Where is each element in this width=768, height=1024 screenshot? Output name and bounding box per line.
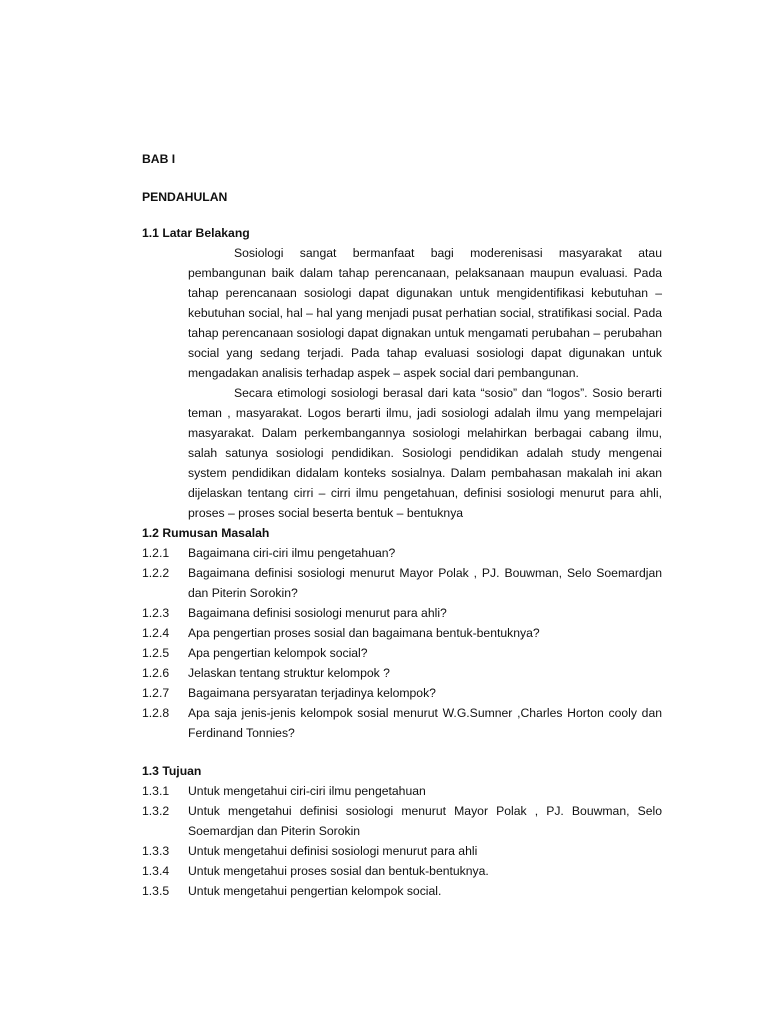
paragraph: Sosiologi sangat bermanfaat bagi moderenisasi masyarakat atau pembangunan baik dalam tahap perencanaan, pelaksanaan maupun evaluasi. Pada tahap perencanaan sosiologi dapat digunakan untuk mengidentifikasi kebutuhan – kebutuhan social, hal – hal yang menjadi pusat perhatian social, stratifikasi social. Pada tahap perencanaan sosiologi dapat dignakan untuk mengamati perubahan – perubahan social yang sedang terjadi. Pada tahap evaluasi sosiologi dapat digunakan untuk mengadakan analisis terhadap aspek – aspek social dari pembangunan. bbox=[188, 246, 662, 380]
rumusan-list bbox=[142, 543, 662, 743]
list-item bbox=[142, 861, 662, 881]
paragraph: Secara etimologi sosiologi berasal dari kata “sosio” dan “logos”. Sosio berarti teman , masyarakat. Logos berarti ilmu, jadi sosiologi adalah ilmu yang mempelajari masyarakat. Dalam perkembangannya sosiologi melahirkan berbagai cabang ilmu, salah satunya sosiologi pendidikan. Sosiologi pendidikan adalah study mengenai system pendidikan didalam konteks sosialnya. Dalam pembahasan makalah ini akan dijelaskan tentang cirri – cirri ilmu pengetahuan, definisi sosiologi menurut para ahli, proses – proses social beserta bentuk – bentuknya bbox=[188, 386, 662, 520]
item-number: 1.3.3 bbox=[142, 844, 170, 858]
chapter-title: PENDAHULAN bbox=[142, 190, 228, 204]
list-item bbox=[142, 841, 662, 861]
section-heading-rumusan-masalah: 1.2 Rumusan Masalah bbox=[142, 526, 270, 540]
section-heading-latar-belakang: 1.1 Latar Belakang bbox=[142, 226, 250, 240]
item-number: 1.2.3 bbox=[142, 606, 170, 620]
item-number: 1.2.2 bbox=[142, 566, 170, 580]
item-text: Bagaimana definisi sosiologi menurut para ahli? bbox=[188, 606, 447, 620]
list-item bbox=[142, 603, 662, 623]
item-number: 1.2.4 bbox=[142, 626, 170, 640]
item-text: Jelaskan tentang struktur kelompok ? bbox=[188, 666, 390, 680]
item-text: Bagaimana ciri-ciri ilmu pengetahuan? bbox=[188, 546, 396, 560]
item-number: 1.2.5 bbox=[142, 646, 170, 660]
section-heading-tujuan: 1.3 Tujuan bbox=[142, 764, 202, 778]
list-item bbox=[142, 663, 662, 683]
item-text: Untuk mengetahui definisi sosiologi menurut para ahli bbox=[188, 844, 478, 858]
list-item bbox=[142, 881, 662, 901]
list-item bbox=[142, 543, 662, 563]
item-text: Untuk mengetahui definisi sosiologi menurut Mayor Polak , PJ. Bouwman, Selo Soemardjan dan Piterin Sorokin bbox=[188, 804, 662, 838]
item-number: 1.2.1 bbox=[142, 546, 170, 560]
item-text: Apa pengertian proses sosial dan bagaimana bentuk-bentuknya? bbox=[188, 626, 540, 640]
item-number: 1.3.4 bbox=[142, 864, 170, 878]
list-item bbox=[142, 801, 662, 841]
item-number: 1.3.5 bbox=[142, 884, 170, 898]
list-item bbox=[142, 563, 662, 603]
item-number: 1.3.2 bbox=[142, 804, 170, 818]
item-text: Untuk mengetahui proses sosial dan bentuk-bentuknya. bbox=[188, 864, 489, 878]
list-item bbox=[142, 683, 662, 703]
item-text: Apa pengertian kelompok social? bbox=[188, 646, 368, 660]
item-number: 1.3.1 bbox=[142, 784, 170, 798]
list-item bbox=[142, 781, 662, 801]
item-text: Untuk mengetahui ciri-ciri ilmu pengetahuan bbox=[188, 784, 426, 798]
list-item bbox=[142, 623, 662, 643]
item-number: 1.2.7 bbox=[142, 686, 170, 700]
chapter-label: BAB I bbox=[142, 152, 176, 166]
item-text: Bagaimana definisi sosiologi menurut Mayor Polak , PJ. Bouwman, Selo Soemardjan dan Piterin Sorokin? bbox=[188, 566, 662, 600]
item-number: 1.2.8 bbox=[142, 706, 170, 720]
list-item bbox=[142, 643, 662, 663]
item-text: Bagaimana persyaratan terjadinya kelompok? bbox=[188, 686, 436, 700]
item-text: Untuk mengetahui pengertian kelompok social. bbox=[188, 884, 442, 898]
document-body bbox=[142, 149, 662, 901]
list-item bbox=[142, 703, 662, 743]
tujuan-list bbox=[142, 781, 662, 901]
item-number: 1.2.6 bbox=[142, 666, 170, 680]
item-text: Apa saja jenis-jenis kelompok sosial menurut W.G.Sumner ,Charles Horton cooly dan Ferdinand Tonnies? bbox=[188, 706, 662, 740]
